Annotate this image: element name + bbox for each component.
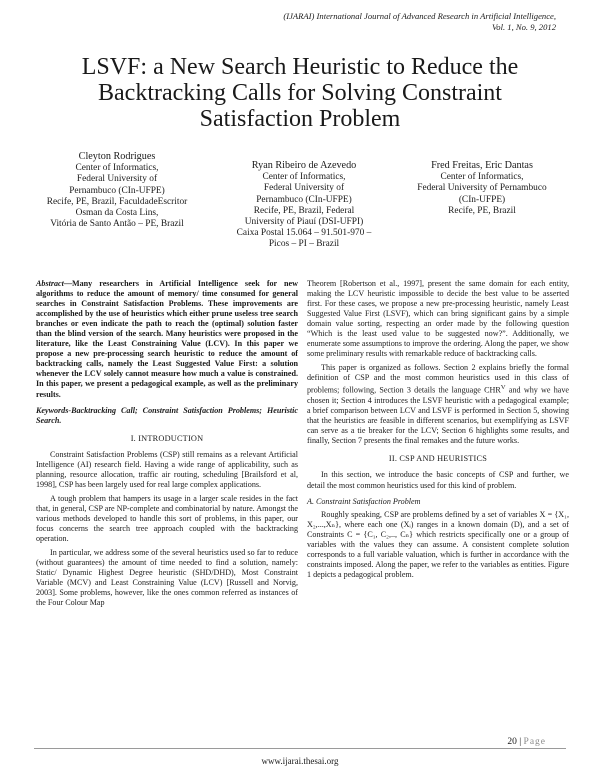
author-name: Fred Freitas, Eric Dantas xyxy=(431,160,533,171)
body-paragraph: Theorem [Robertson et al., 1997], present the same domain for each entity, making the LCV heuristic impossible to decide the best value to be asserted first. For these cases, we propose a new pre-processing heuristic, namely Least Suggested Value First (LSVF), which can bring significant gains by a simple domain value sorting, respecting an order made by the following question “Which is the least used value to be suggested now?”. Additionally, we enumerate some assumptions to improve the ordering. Along the paper, we show some preliminary results with remarkable reduce of backtracking calls. xyxy=(307,279,569,359)
page-number-value: 20 | xyxy=(507,737,524,747)
affiliation-line: (CIn-UFPE) xyxy=(458,194,506,205)
title-line-3: Satisfaction Problem xyxy=(199,106,401,132)
paragraph-text: This paper is organized as follows. Section 2 explains briefly the formal definition of CSP and the most common heuristics used in this class of problems; following, Section 3 details the language CHR xyxy=(307,363,569,396)
abstract-label: Abstract xyxy=(36,279,64,288)
affiliation-line: Vitória de Santo Antão – PE, Brazil xyxy=(50,219,184,230)
affiliation-line: Recife, PE, Brazil, Federal xyxy=(253,205,355,216)
paragraph-text: and why we have chosen it; Section 4 introduces the LSVF heuristic with a pedagogical example; a brief comparison between LCV and LSVF is performed in Section 5, showing that the heuristics are feasible in different scenarios, but exemplifying as LSVF can serve as a tie breaker for the LCV; Section 6 highlights some results, and finally, Section 7 presents the final remakes and the future works. xyxy=(307,386,569,446)
left-column xyxy=(36,279,298,612)
affiliation-line: Picos – PI – Brazil xyxy=(268,239,340,250)
title-line-2: Backtracking Calls for Solving Constraint xyxy=(98,80,502,106)
page-label: Page xyxy=(523,737,546,747)
affiliation-line: Federal University of Pernambuco xyxy=(417,183,547,194)
superscript: V xyxy=(500,384,506,392)
journal-header xyxy=(136,11,556,33)
affiliation-line: Caixa Postal 15.064 – 91.501-970 – xyxy=(236,228,372,239)
author-block-2 xyxy=(214,160,394,251)
body-paragraph xyxy=(307,363,569,446)
page-number xyxy=(507,737,546,747)
affiliation-line: Center of Informatics, xyxy=(262,172,346,183)
affiliation-line: Center of Informatics, xyxy=(440,172,524,183)
subsection-heading: A. Constraint Satisfaction Problem xyxy=(307,496,421,506)
title-line-1: LSVF: a New Search Heuristic to Reduce the xyxy=(81,54,519,80)
affiliation-line: Federal University of xyxy=(76,174,158,185)
body-paragraph: Constraint Satisfaction Problems (CSP) still remains as a relevant Artificial Intelligence (AI) research field. Having a wide range of applicability, such as planning, resource allocation, traffic air routing, scheduling [Brailsford et al, 1998], CSP has been largely used for real large complex applications. xyxy=(36,449,298,489)
right-column xyxy=(307,279,569,584)
footer-divider xyxy=(34,748,566,749)
affiliation-line: University of Piauí (DSI-UFPI) xyxy=(244,217,364,228)
body-paragraph: Roughly speaking, CSP are problems defined by a set of variables X = {X₁, X₂,...,Xₙ}, where each one (Xᵢ) ranges in a known domain (D), and a set of Constraints C = {C₁, C₂,.., Cₙ} which restricts specifically one or a group of variables with the values they can assume. A consistent complete solution corresponds to a full variable valuation, which is further in accordance with the constraints imposed. Along the paper, we refer to the variables as entities. Figure 1 depicts a pedagogical problem. xyxy=(307,509,569,579)
body-paragraph: In particular, we address some of the several heuristics used so far to reduce (without guarantees) the amount of time needed to find a solution, namely: Static/ Dynamic Highest Degree heuristic (SHD/DHD), Most Constraint Variable (MCV) and Least Constraining Value (LCV) [Russell and Norvig, 2003]. Some problems, however, like the ones common referred as instances of the Four Colour Map xyxy=(36,548,298,608)
affiliation-line: Pernambuco (CIn-UFPE) xyxy=(69,185,165,196)
section-heading-csp: II. CSP AND HEURISTICS xyxy=(388,454,488,464)
paper-title xyxy=(50,54,550,132)
affiliation-line: Federal University of xyxy=(263,183,345,194)
affiliation-line: Recife, PE, Brazil, FaculdadeEscritor xyxy=(46,196,188,207)
footer-url: www.ijarai.thesai.org xyxy=(261,756,339,766)
author-name: Ryan Ribeiro de Azevedo xyxy=(251,160,357,171)
author-name: Cleyton Rodrigues xyxy=(78,151,156,162)
body-paragraph: A tough problem that hampers its usage in a larger scale resides in the fact that, in general, CSP are NP-complete and combinatorial by nature. Amongst the various methods developed to handle this sort of problems, in this paper, our focus concerns the search tree approach coupled with the backtracking operation. xyxy=(36,493,298,544)
affiliation-line: Pernambuco (CIn-UFPE) xyxy=(256,194,352,205)
author-block-3 xyxy=(392,160,572,217)
affiliation-line: Osman da Costa Lins, xyxy=(75,208,159,219)
abstract xyxy=(36,279,298,400)
keywords: Keywords-Backtracking Call; Constraint Satisfaction Problems; Heuristic Search. xyxy=(36,405,298,425)
abstract-text: —Many researchers in Artificial Intelligence seek for new algorithms to reduce the amount of memory/ time consumed for general searches in Constraint Satisfaction Problems. These improvements are accomplished by the use of heuristics which either prune useless tree search branches or even indicate the path to reach the (optimal) solution faster than the blind version of the search. Many heuristics were proposed in the literature, like the Least Constraining Value (LCV). In this paper we propose a new pre-processing search heuristic to reduce the amount of backtracking calls, namely the Least Suggested Value First: a solution whenever the LCV solely cannot measure how much a value is constrained. In this paper, we present a pedagogical example, as well as the preliminary results. xyxy=(36,279,298,399)
journal-name: (IJARAI) International Journal of Advanced Research in Artificial Intelligence, xyxy=(283,11,556,21)
affiliation-line: Center of Informatics, xyxy=(75,163,159,174)
section-heading-introduction: I. INTRODUCTION xyxy=(130,433,204,443)
journal-volume: Vol. 1, No. 9, 2012 xyxy=(492,22,556,32)
affiliation-line: Recife, PE, Brazil xyxy=(448,205,516,216)
author-block-1 xyxy=(14,151,220,230)
body-paragraph: In this section, we introduce the basic concepts of CSP and further, we detail the most common heuristics used for this kind of problem. xyxy=(307,470,569,490)
